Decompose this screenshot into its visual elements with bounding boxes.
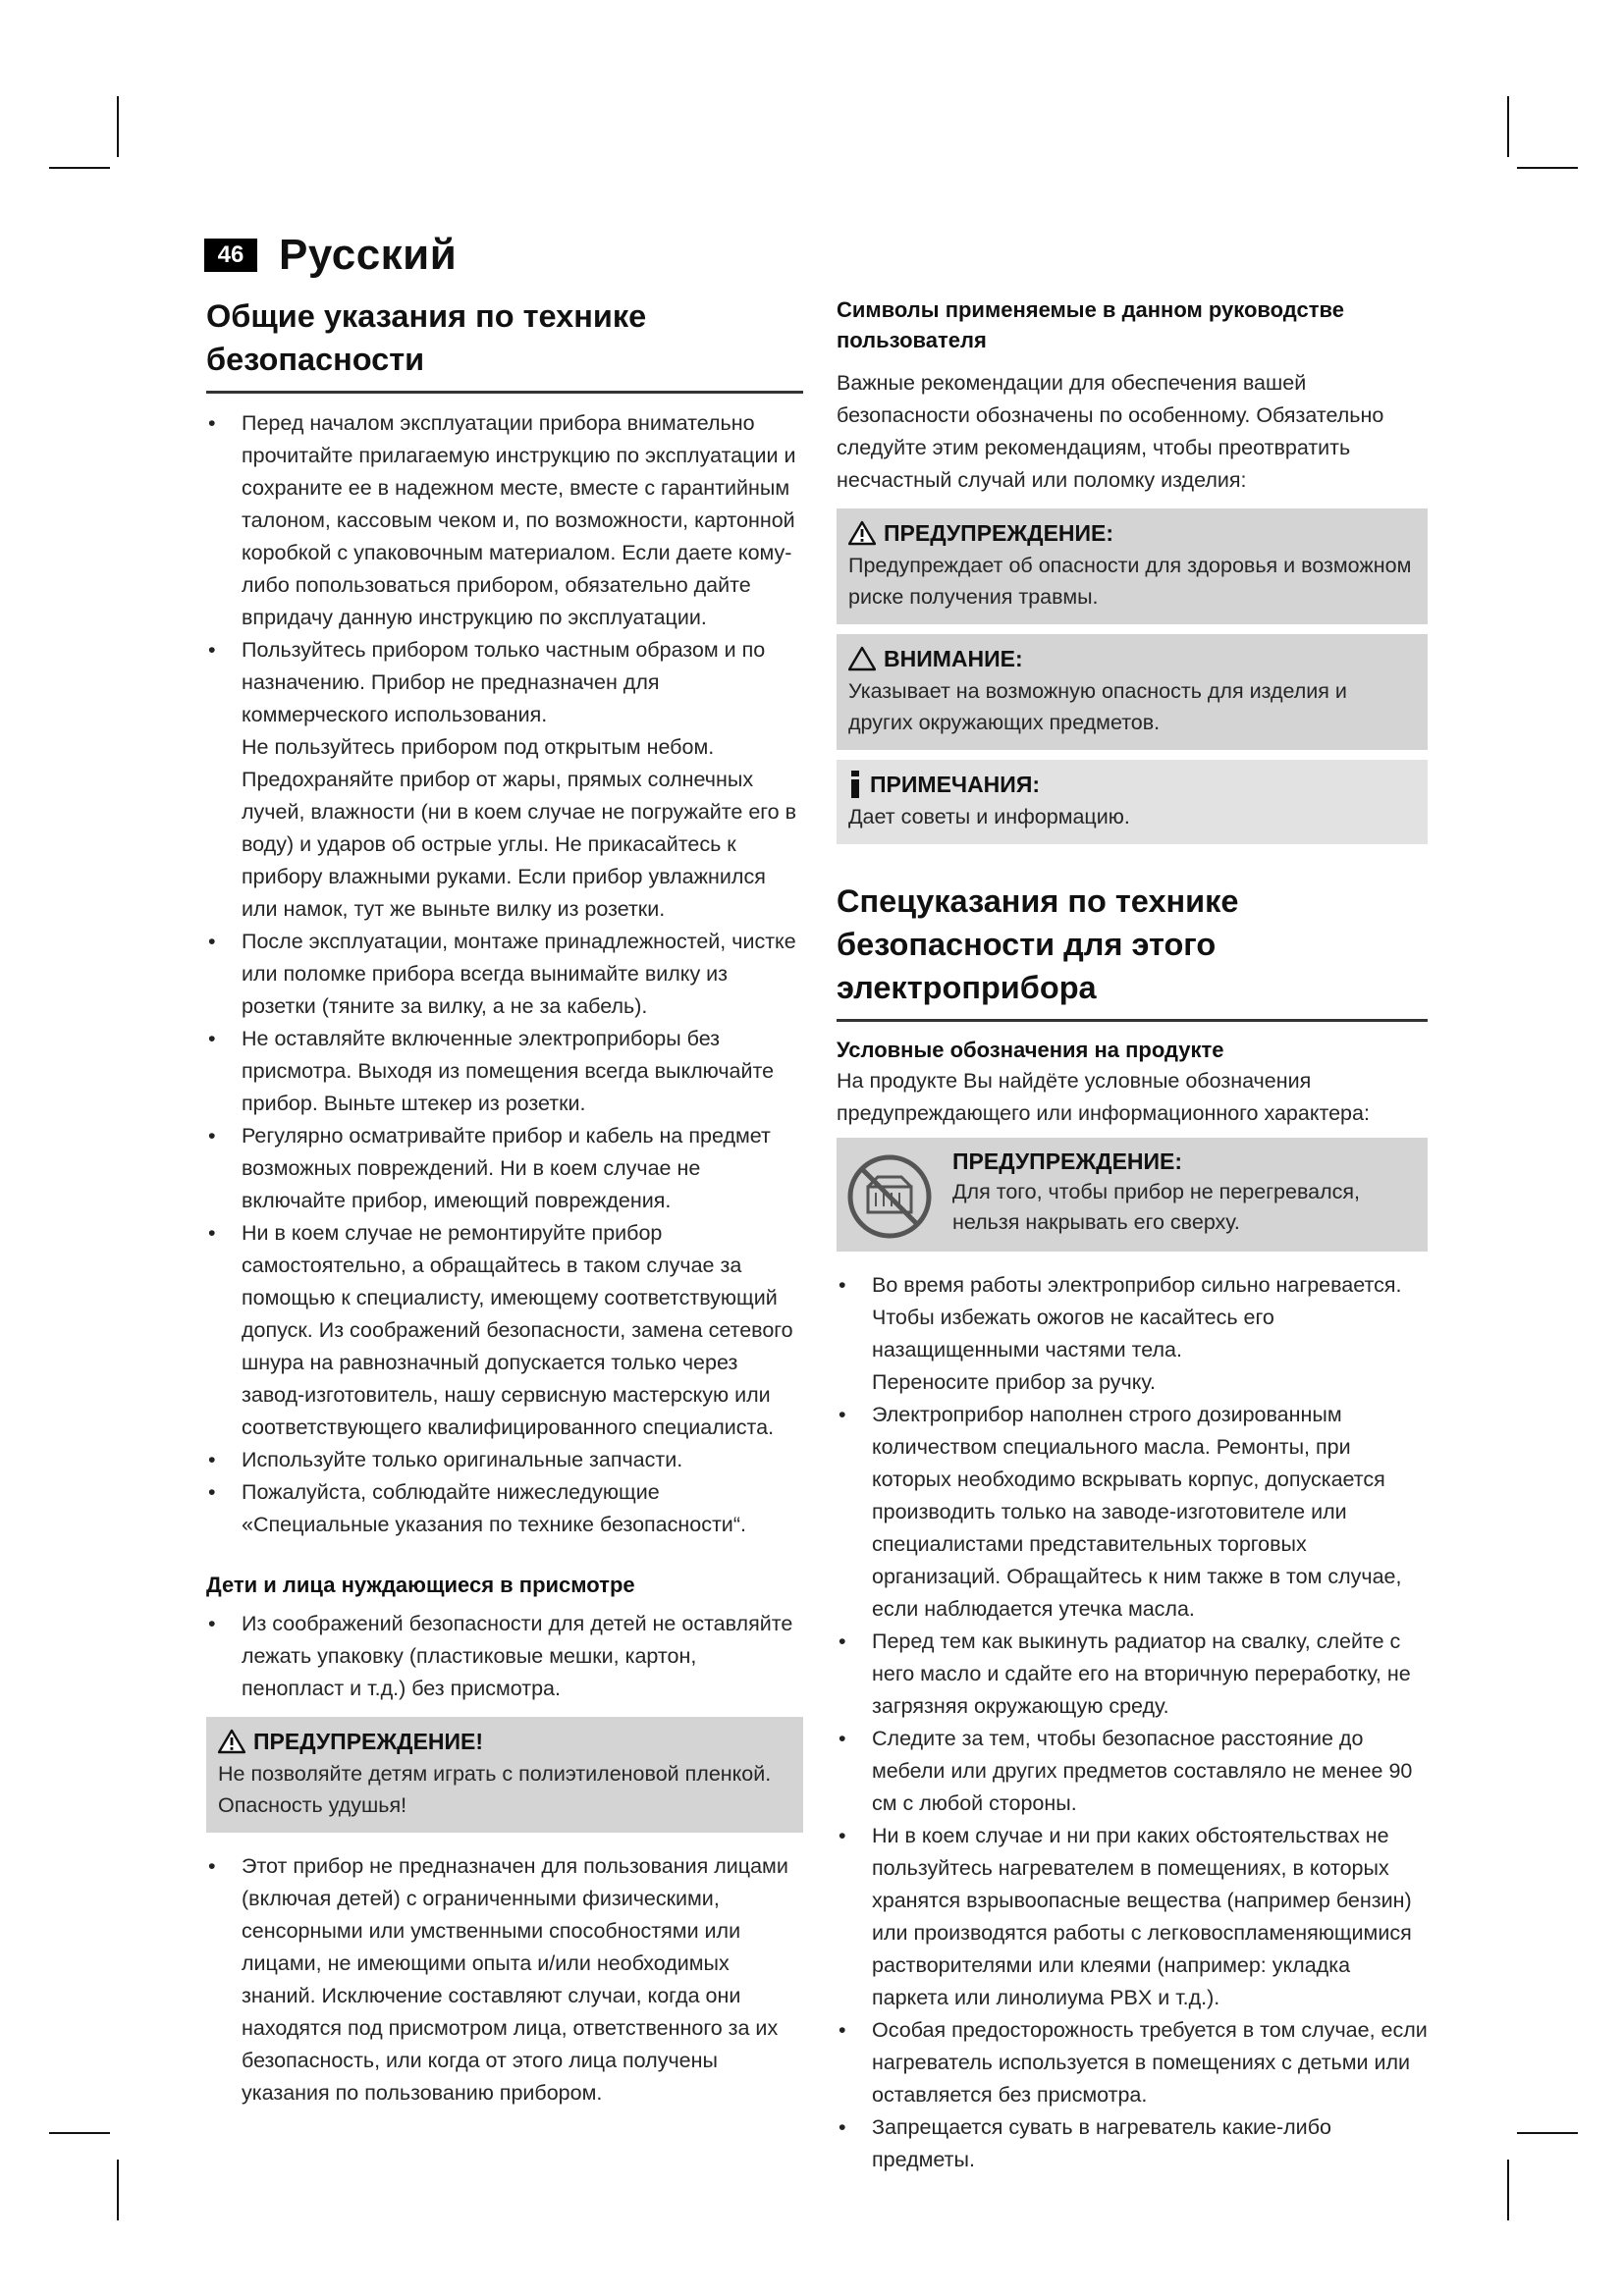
list-item: • Во время работы электроприбор сильно нагревается. Чтобы избежать ожогов не касайтесь его назащищенными частями тела. Переносите прибор за ручку. xyxy=(837,1269,1428,1399)
left-column xyxy=(206,294,803,2109)
warning-box xyxy=(206,1717,803,1833)
children-subtitle: Дети и лица нуждающиеся в присмотре xyxy=(206,1573,635,1597)
list-item: • Особая предосторожность требуется в том случае, если нагреватель используется в помещениях с детьми или оставляется без присмотра. xyxy=(837,2014,1428,2111)
list-item: • Используйте только оригинальные запчасти. xyxy=(206,1444,803,1476)
warning-triangle-icon xyxy=(848,520,876,546)
list-item: • Пользуйтесь прибором только частным образом и по назначению. Прибор не предназначен для коммерческого использования. Не пользуйтесь прибором под открытым небом. Предохраняйте прибор от жары, прямых солнечных лучей, влажности (ни в коем случае не погружайте его в воду) и ударов об острые углы. Не прикасайтесь к прибору влажными руками. Если прибор увлажнился или намок, тут же выньте вилку из розетки. xyxy=(206,634,803,926)
list-item: • Из соображений безопасности для детей не оставляйте лежать упаковку (пластиковые мешки, картон, пенопласт и т.д.) без присмотра. xyxy=(206,1608,803,1705)
list-item: • Запрещается сувать в нагреватель какие-либо предметы. xyxy=(837,2111,1428,2176)
list-item: • Этот прибор не предназначен для пользования лицами (включая детей) с ограниченными физическими, сенсорными или умственными способностями или лицами, не имеющими опыта и/или необходимых знаний. Исключение составляют случаи, когда они находятся под присмотром лица, ответственного за их безопасность, или когда от этого лица получены указания по пользованию прибором. xyxy=(206,1850,803,2109)
list-item: • После эксплуатации, монтаже принадлежностей, чистке или поломке прибора всегда вынимайте вилку из розетки (тяните за вилку, а не за кабель). xyxy=(206,926,803,1023)
crop-mark xyxy=(117,96,119,157)
info-icon xyxy=(848,771,862,798)
caution-symbol-title: ВНИМАНИЕ: xyxy=(884,646,1023,671)
page-header xyxy=(204,232,457,279)
note-symbol-title: ПРИМЕЧАНИЯ: xyxy=(870,772,1041,797)
crop-mark xyxy=(49,2132,110,2134)
note-symbol-text: Дает советы и информацию. xyxy=(848,805,1130,828)
list-item: • Ни в коем случае не ремонтируйте прибор самостоятельно, а обращайтесь в таком случае за помощью к специалисту, имеющему соответствующий допуск. Из соображений безопасности, замена сетевого шнура на равнозначный допускается только через завод-изготовитель, нашу сервисную мастерскую или соответствующего квалифицированного специалиста. xyxy=(206,1217,803,1444)
symbols-subtitle: Символы применяемые в данном руководстве пользователя xyxy=(837,297,1344,352)
list-item: • Не оставляйте включенные электроприборы без присмотра. Выходя из помещения всегда выключайте прибор. Выньте штекер из розетки. xyxy=(206,1023,803,1120)
caution-symbol-box xyxy=(837,634,1428,750)
section-title-general-safety: Общие указания по технике безопасности xyxy=(206,294,803,394)
list-item: • Электроприбор наполнен строго дозированным количеством специального масла. Ремонты, при которых необходимо вскрывать корпус, допускается производить только на заводе-изготовителе или специалистами представительных торговых организаций. Обращайтесь к ним также в том случае, если наблюдается утечка масла. xyxy=(837,1399,1428,1626)
safety-bullet-list xyxy=(206,407,803,1541)
list-item: • Ни в коем случае и ни при каких обстоятельствах не пользуйтесь нагревателем в помещениях, в которых хранятся взрывоопасные вещества (например бензин) или производятся работы с легковоспламеняющимися растворителями или клеями (например: укладка паркета или линолиума PBX и т.д.). xyxy=(837,1820,1428,2014)
note-symbol-box xyxy=(837,760,1428,844)
warning-box-text: Не позволяйте детям играть с полиэтиленовой пленкой. Опасность удушья! xyxy=(218,1762,772,1817)
crop-mark xyxy=(117,2160,119,2220)
ability-bullet-list xyxy=(206,1850,803,2109)
language-title: Русский xyxy=(279,231,458,279)
right-column xyxy=(837,294,1428,2176)
heater-bullet-list xyxy=(837,1269,1428,2176)
list-item: • Пожалуйста, соблюдайте нижеследующие «Специальные указания по технике безопасности“. xyxy=(206,1476,803,1541)
caution-symbol-text: Указывает на возможную опасность для изделия и других окружающих предметов. xyxy=(848,679,1347,734)
list-item: • Перед началом эксплуатации прибора внимательно прочитайте прилагаемую инструкцию по эксплуатации и сохраните ее в надежном месте, вместе с гарантийным талоном, кассовым чеком и, по возможности, картонной коробкой с упаковочным материалом. Если даете кому-либо попользоваться прибором, обязательно дайте впридачу данную инструкцию по эксплуатации. xyxy=(206,407,803,634)
product-symbols-subtitle: Условные обозначения на продукте xyxy=(837,1038,1224,1062)
page-number: 46 xyxy=(204,239,257,272)
crop-mark xyxy=(1507,2160,1509,2220)
symbols-intro: Важные рекомендации для обеспечения вашей безопасности обозначены по особенному. Обязательно следуйте этим рекомендациям, чтобы преотвратить несчастный случай или поломку изделия: xyxy=(837,371,1384,492)
section-title-special-safety: Спецуказания по технике безопасности для этого электроприбора xyxy=(837,880,1428,1022)
list-item: • Регулярно осматривайте прибор и кабель на предмет возможных повреждений. Ни в коем случае не включайте прибор, имеющий повреждения. xyxy=(206,1120,803,1217)
warning-triangle-icon xyxy=(218,1729,245,1754)
do-not-cover-icon xyxy=(844,1151,935,1242)
crop-mark xyxy=(49,167,110,169)
crop-mark xyxy=(1517,167,1578,169)
product-warning-title: ПРЕДУПРЕЖДЕНИЕ: xyxy=(952,1148,1183,1174)
crop-mark xyxy=(1507,96,1509,157)
list-item: • Перед тем как выкинуть радиатор на свалку, слейте с него масло и сдайте его на вторичную переработку, не загрязняя окружающую среду. xyxy=(837,1626,1428,1723)
warning-symbol-box xyxy=(837,508,1428,624)
warning-symbol-text: Предупреждает об опасности для здоровья и возможном риске получения травмы. xyxy=(848,554,1412,609)
warning-symbol-title: ПРЕДУПРЕЖДЕНИЕ: xyxy=(884,520,1114,546)
crop-mark xyxy=(1517,2132,1578,2134)
list-item: • Следите за тем, чтобы безопасное расстояние до мебели или других предметов составляло не менее 90 см с любой стороны. xyxy=(837,1723,1428,1820)
children-bullet-list xyxy=(206,1608,803,1705)
product-warning-box xyxy=(837,1138,1428,1252)
caution-triangle-icon xyxy=(848,646,876,671)
product-warning-text: Для того, чтобы прибор не перегревался, нельзя накрывать его сверху. xyxy=(952,1180,1360,1234)
warning-box-title: ПРЕДУПРЕЖДЕНИЕ! xyxy=(253,1729,484,1754)
product-symbols-intro: На продукте Вы найдёте условные обозначения предупреждающего или информационного характера: xyxy=(837,1069,1370,1125)
